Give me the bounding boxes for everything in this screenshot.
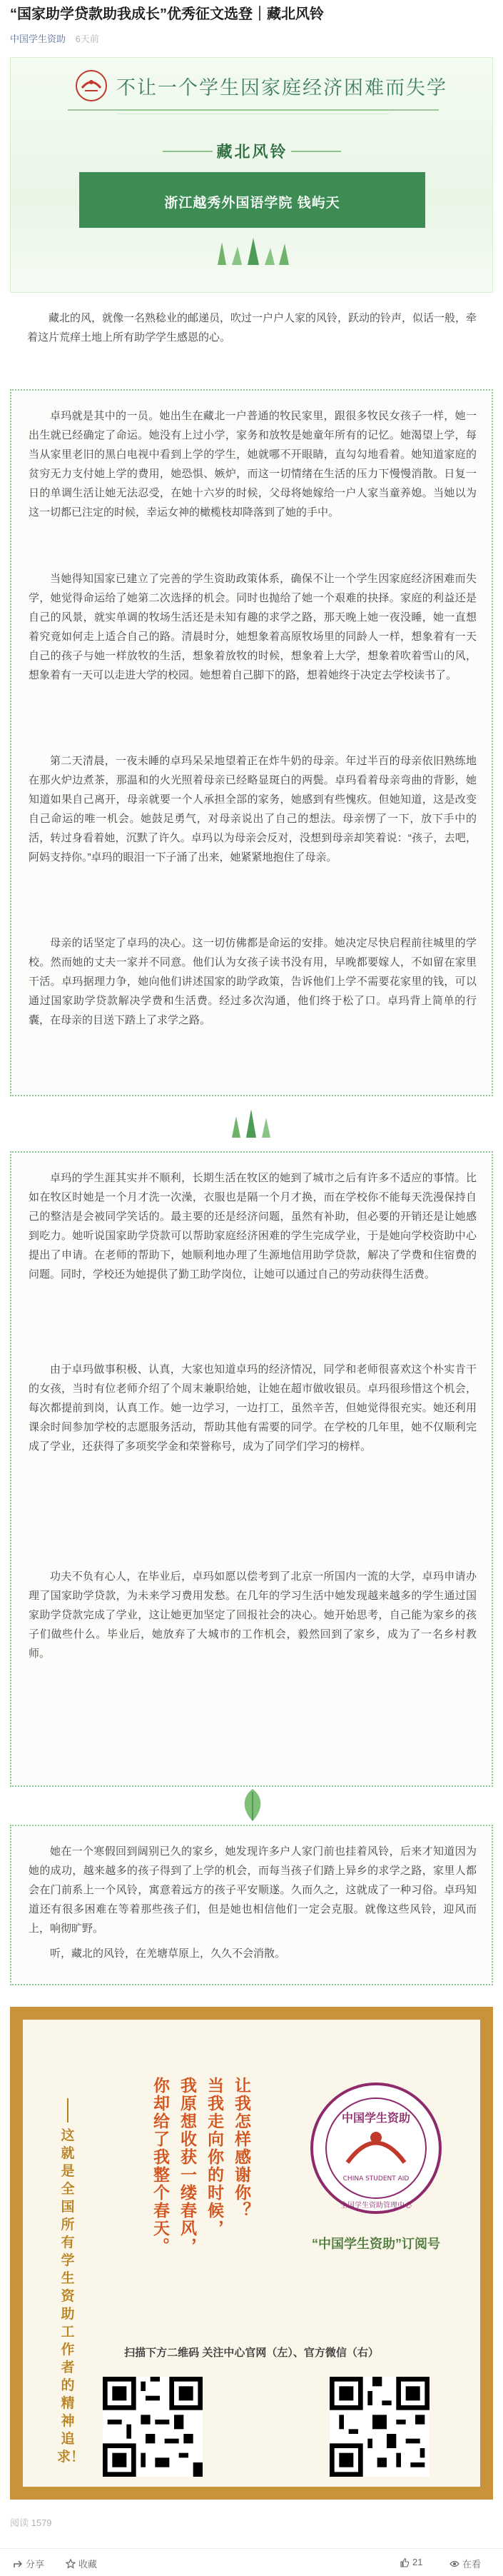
poster-vertical-text: 这就是全国所有学生资助工作者的精神追求！	[57, 2128, 85, 2465]
emblem-english: CHINA STUDENT AID	[342, 2175, 410, 2182]
thumb-up-icon	[400, 2557, 410, 2567]
ending-paragraph: 她在一个寒假回到阔别已久的家乡，她发现许多户人家门前也挂着风铃，后来才知道因为她的成功，越来越多的孩子得到了上学的机会，而每当孩子们踏上异乡的求学之路，家里人都会在门前系上一个风铃，寓意着远方的孩子平安顺遂。久而久之，这就成了一种习俗。卓玛知道还有很多困难在等着那些孩子们，但是她也相信他们一定会克服。就像这些风铃，迎风而上，响彻旷野。	[29, 1845, 477, 1935]
bell-decoration-icon	[225, 1109, 278, 1138]
emblem-name: 中国学生资助	[341, 2111, 411, 2125]
article-meta	[10, 31, 99, 45]
story-paragraph: 第二天清晨，一夜未睡的卓玛呆呆地望着正在炸牛奶的母亲。年过半百的母亲依旧熟练地在那火炉边煮茶，那温和的火光照着母亲已经略显斑白的两鬓。卓玛看着母亲弯曲的背影，她知道如果自己离开，母亲就要一个人承担全部的家务，她感到有些愧疚。但她知道，这是改变自己命运的唯一机会。她鼓足勇气，对母亲说出了自己的想法。母亲愣了一下，放下手中的活，转过身看着她，沉默了许久。卓玛以为母亲会反对，没想到母亲却笑着说：“孩子，去吧，阿妈支持你。”卓玛的眼泪一下子涌了出来，她紧紧地抱住了母亲。	[29, 755, 477, 863]
cover-author: 浙江越秀外国语学院 钱屿天	[164, 196, 340, 211]
poem-line: 我原想收获一缕春风，	[178, 2077, 197, 2255]
cover-title: 藏北风铃	[216, 143, 288, 161]
story-paragraph: 功夫不负有心人，在毕业后，卓玛如愿以偿考到了北京一所国内一流的大学，卓玛申请办理了国家助学贷款，为未来学习费用发愁。在几年的学习生活中她发现越来越多的学生通过国家助学贷款完成了学业，这让她更加坚定了回报社会的决心。她开始思考，自己能为家乡的孩子们做些什么。毕业后，她放弃了大城市的工作机会，毅然回到了家乡，成为了一名乡村教师。	[29, 1570, 477, 1660]
story-section-2	[10, 1151, 493, 1787]
share-icon	[13, 2559, 23, 2569]
cover-slogan: 不让一个学生因家庭经济困难而失学	[116, 77, 447, 99]
poem-line: 让我怎样感谢你？	[232, 2077, 251, 2220]
favorite-button[interactable]	[66, 2557, 97, 2570]
emblem-ring-text: 全国学生资助管理中心	[340, 2202, 412, 2210]
website-qr-code[interactable]	[103, 2377, 203, 2477]
share-label: 分享	[26, 2559, 45, 2570]
story-paragraph: 当她得知国家已建立了完善的学生资助政策体系，确保不让一个学生因家庭经济困难而失学，她觉得命运给了她第二次选择的机会。同时也抛给了她一个艰难的抉择。家庭的利益还是自己的风景，就实单调的牧场生活还是未知有趣的求学之路，那天晚上她一夜没睡，她一直想着究竟如何走上适合自己的路。清晨时分，她想象着高原牧场里的同龄人一样，想象着有一天自己的孩子与她一样放牧的生活，想象着放牧的时候，想象着上大学，想象着吹着雪山的风，想象着有一天可以走进大学的校园。她想着自己脚下的路，想着她终于决定去学校读书了。	[29, 573, 477, 681]
share-button[interactable]	[13, 2557, 44, 2570]
like-button[interactable]	[400, 2557, 422, 2567]
intro-paragraph: 藏北的风，就像一名熟稔业的邮递员，吹过一户户人家的风铃，跃动的铃声，似话一般，牵着这片荒痒土地上所有助学学生感恩的心。	[27, 312, 477, 344]
poem-line: 你却给了我整个春天。	[151, 2077, 170, 2255]
leaf-decoration-icon	[235, 1789, 270, 1821]
poster-inner	[23, 2020, 480, 2487]
looking-icon	[449, 2559, 459, 2569]
divider	[67, 2098, 68, 2123]
wechat-qr-code[interactable]	[330, 2377, 430, 2477]
poster-poem	[133, 2077, 255, 2320]
looking-label: 在看	[462, 2559, 482, 2570]
divider	[68, 109, 439, 111]
account-name-link[interactable]: 中国学生资助	[10, 34, 66, 44]
ending-section	[10, 1825, 493, 1985]
grass-decoration-icon	[203, 236, 303, 265]
article-title: “国家助学贷款助我成长”优秀征文选登｜藏北风铃	[10, 6, 324, 22]
subscription-label: “中国学生资助”订阅号	[312, 2237, 440, 2251]
bottom-action-bar	[0, 2548, 503, 2576]
looking-button[interactable]	[449, 2557, 481, 2570]
author-band	[79, 172, 425, 228]
favorite-label: 收藏	[78, 2559, 98, 2570]
student-aid-emblem-icon	[308, 2080, 444, 2216]
story-paragraph: 由于卓玛做事积极、认真，大家也知道卓玛的经济情况，同学和老师很喜欢这个朴实肯干的女孩，当时有位老师介绍了个周末兼职给她，让她在超市做收银员。卓玛很珍惜这个机会，每次都提前到岗，认真工作。她一边学习，一边打工，虽然辛苦，但她觉得很充实。她还利用课余时间参加学校的志愿服务活动，帮助其他有需要的同学。在学校的几年里，她不仅顺利完成了学业，还获得了多项奖学金和荣誉称号，成为了同学们学习的榜样。	[29, 1363, 477, 1453]
scan-instruction: 扫描下方二维码 关注中心官网（左）、官方微信（右）	[124, 2347, 379, 2359]
like-count: 21	[412, 2557, 423, 2567]
read-count: 阅读 1579	[10, 2517, 52, 2528]
story-paragraph: 母亲的话坚定了卓玛的决心。这一切仿佛都是命运的安排。她决定尽快启程前往城里的学校。然而她的丈夫一家并不同意。他们认为女孩子读书没有用，早晚都要嫁人，不如留在家里干活。卓玛据理力争，她向他们讲述国家的助学政策，告诉他们上学不需要花家里的钱，可以通过国家助学贷款解决学费和生活费。经过多次沟通，他们终于松了口。卓玛背上简单的行囊，在母亲的目送下踏上了求学之路。	[29, 937, 477, 1026]
star-icon	[66, 2559, 76, 2569]
cover-banner	[10, 57, 493, 293]
story-paragraph: 卓玛就是其中的一员。她出生在藏北一户普通的牧民家里，跟很多牧民女孩子一样，她一出生就已经确定了命运。她没有上过小学，家务和放牧是她童年所有的记忆。她渴望上学，每当从家里老旧的黑白电视中看到上学的学生，她就哪不开眼睛，直勾勾地看着。她知道家庭的贫穷无力支付她上学的费用，她恐惧、嫉炉，而这一切情绪在生活的压力下慢慢消散。日复一日的单调生活让她无法忍受，在她十六岁的时候，父母将她嫁给一户人家当童养媳。当她以为这一切都已注定的时候，幸运女神的橄榄枝却降落到了她的手中。	[29, 410, 477, 518]
promo-poster	[10, 2007, 493, 2500]
ending-paragraph: 听，藏北的风铃，在羌塘草原上，久久不会消散。	[50, 1948, 286, 1960]
publish-time: 6天前	[75, 34, 99, 44]
poem-line: 当我走向你的时候，	[205, 2077, 224, 2237]
story-paragraph: 卓玛的学生涯其实并不顺利，长期生活在牧区的她到了城市之后有许多不适应的事情。比如在牧区时她是一个月才洗一次澡，衣服也是隔一个月才换，而在学校你不能每天洗漫保持自己的整洁是会被同学笑话的。最主要的还是经济问题，虽然有补助，但必要的开销还是让她感到吃力。她听说国家助学贷款可以帮助家庭经济困难的学生完成学业，于是她向学校资助中心提出了申请。在老师的帮助下，她顺利地办理了生源地信用助学贷款，解决了学费和住宿费的问题。同时，学校还为她提供了勤工助学岗位，让她可以通过自己的劳动获得生活费。	[29, 1172, 477, 1281]
story-section-1	[10, 389, 493, 1096]
student-aid-logo-icon	[75, 69, 108, 102]
